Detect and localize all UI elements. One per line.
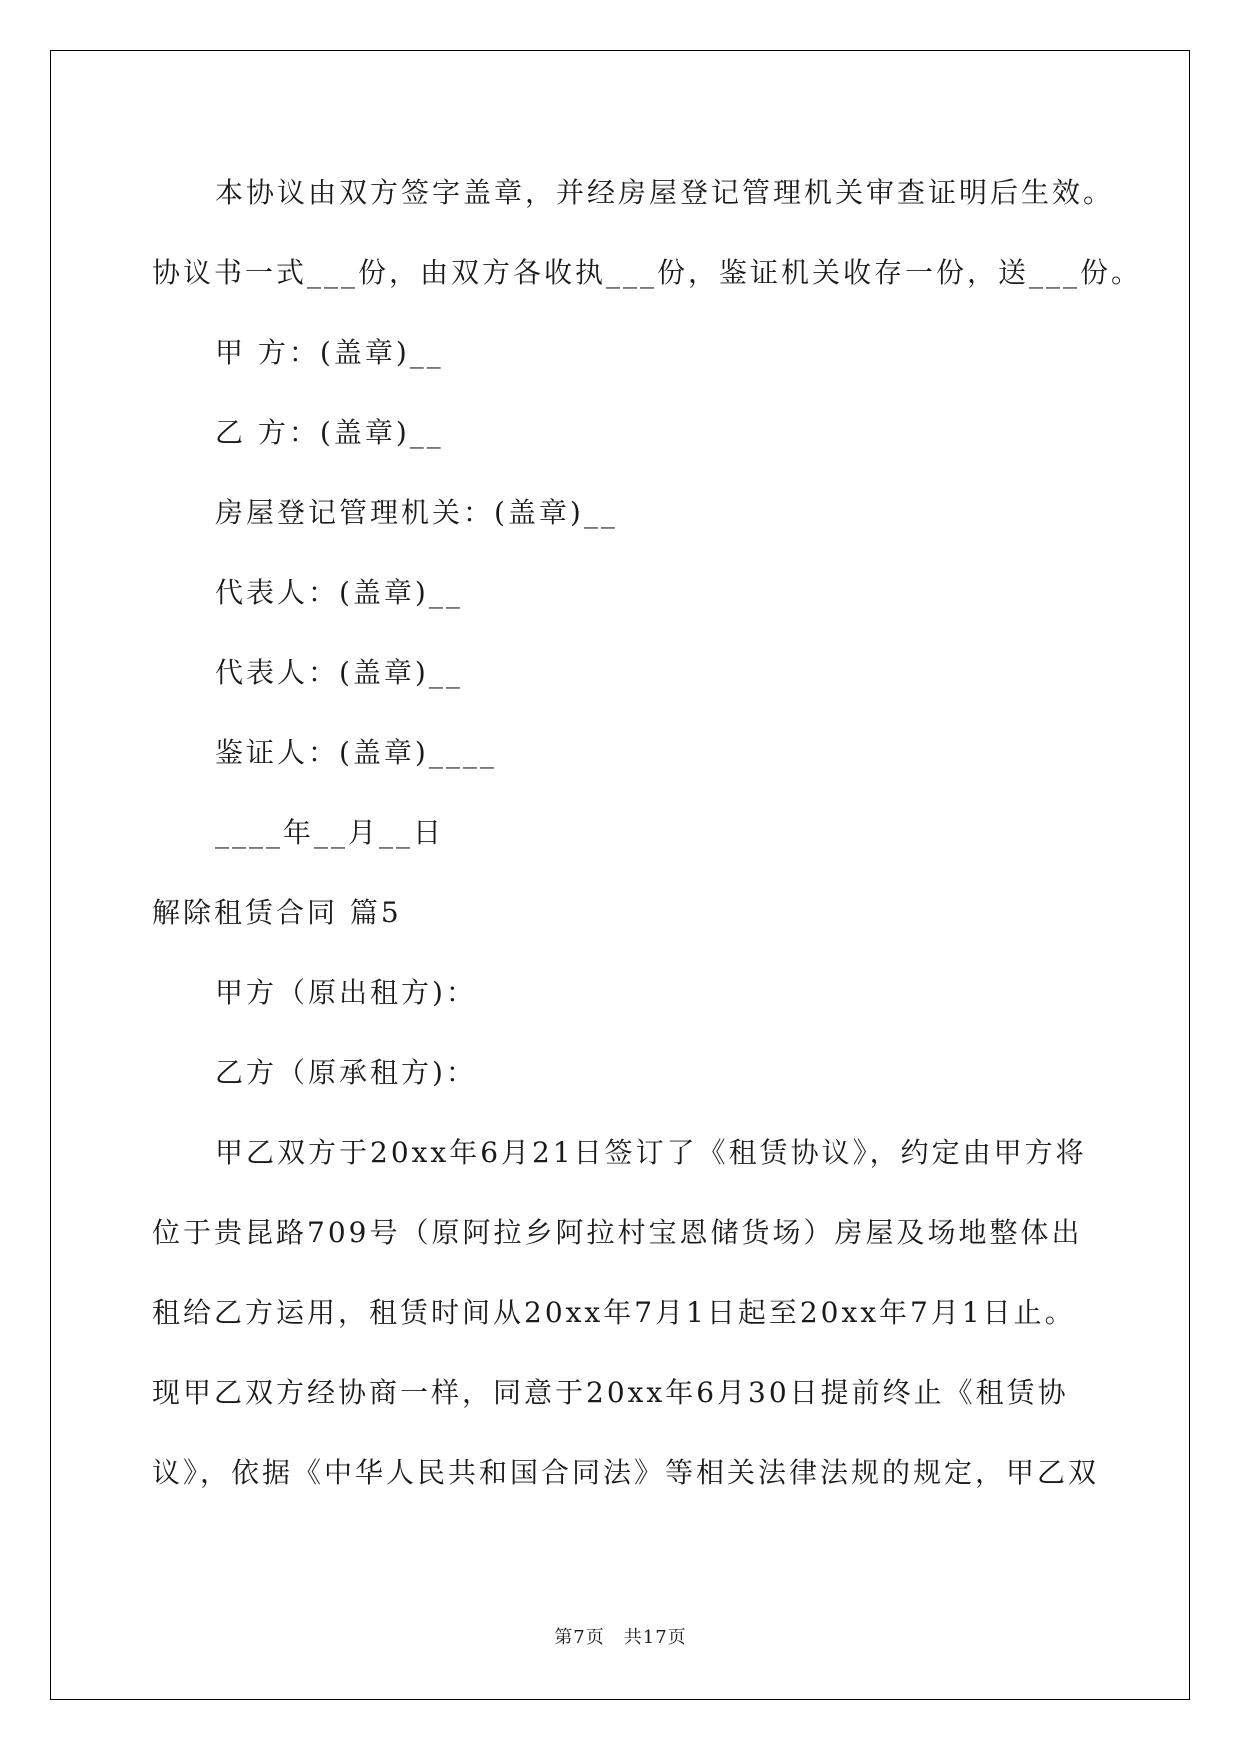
- paragraph-line: 甲乙双方于20xx年6月21日签订了《租赁协议》，约定由甲方将: [215, 1136, 1087, 1169]
- date-line: ____年__月__日: [215, 816, 445, 849]
- paragraph-line: 本协议由双方签字盖章，并经房屋登记管理机关审查证明后生效。: [215, 176, 1115, 209]
- paragraph-line: 现甲乙双方经协商一样，同意于20xx年6月30日提前终止《租赁协: [152, 1376, 1069, 1409]
- party-b-line: 乙方（原承租方)：: [215, 1056, 477, 1089]
- paragraph-line: 租给乙方运用，租赁时间从20xx年7月1日起至20xx年7月1日止。: [152, 1296, 1076, 1329]
- signature-line-registry: 房屋登记管理机关：(盖章)__: [215, 496, 618, 529]
- paragraph-line: 位于贵昆路709号（原阿拉乡阿拉村宝恩储货场）房屋及场地整体出: [152, 1216, 1083, 1249]
- signature-line-representative: 代表人：(盖章)__: [215, 576, 463, 609]
- signature-line-representative: 代表人：(盖章)__: [215, 656, 463, 689]
- page-number: 第7页 共17页: [554, 1627, 687, 1648]
- signature-line-party-a: 甲 方：(盖章)__: [215, 336, 444, 369]
- section-heading: 解除租赁合同 篇5: [152, 896, 402, 929]
- paragraph-line: 议》，依据《中华人民共和国合同法》等相关法律法规的规定，甲乙双: [152, 1456, 1100, 1489]
- page-border: [50, 50, 1190, 1700]
- signature-line-party-b: 乙 方：(盖章)__: [215, 416, 444, 449]
- party-a-line: 甲方（原出租方)：: [215, 976, 477, 1009]
- signature-line-witness: 鉴证人：(盖章)____: [215, 736, 497, 769]
- paragraph-line: 协议书一式___份，由双方各收执___份，鉴证机关收存一份，送___份。: [152, 256, 1143, 289]
